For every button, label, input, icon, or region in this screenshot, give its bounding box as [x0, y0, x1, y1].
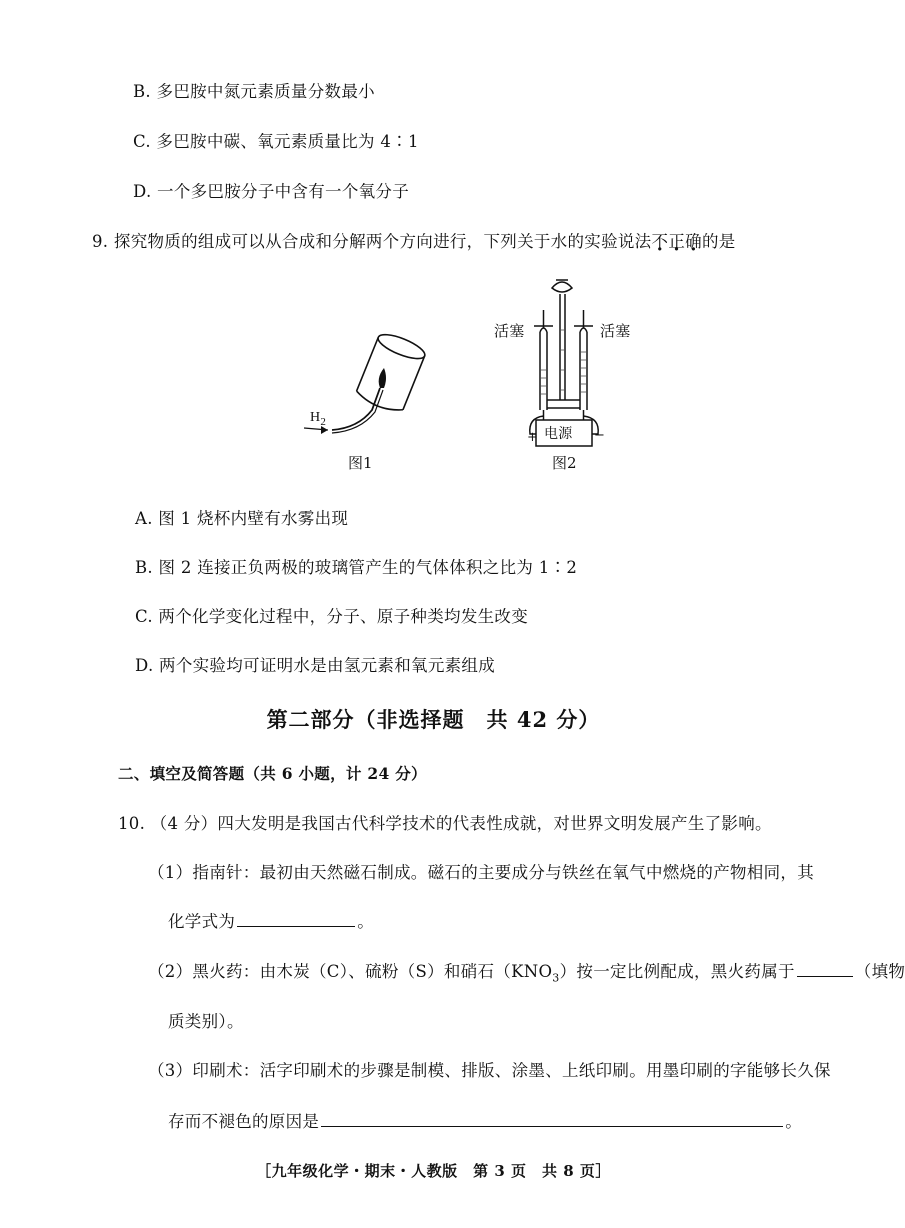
q10-part3-line1: （3）印刷术：活字印刷术的步骤是制模、排版、涂墨、上纸印刷。用墨印刷的字能够长久保 [148, 1061, 831, 1080]
figure-2-caption: 图2 [552, 454, 577, 472]
positive-terminal: + [527, 430, 539, 445]
answer-blank-2[interactable] [797, 975, 853, 977]
page-footer: ［九年级化学・期末・人教版 第 3 页 共 8 页］ [256, 1162, 611, 1180]
emphasis-mark: 正 [668, 232, 686, 251]
q10-part1-line2: 化学式为 。 [168, 912, 375, 931]
answer-blank-3[interactable] [321, 1125, 783, 1127]
q10-stem: 10. （4 分）四大发明是我国古代科学技术的代表性成就，对世界文明发展产生了影响。 [118, 814, 772, 833]
q10-part1-line1: （1）指南针：最初由天然磁石制成。磁石的主要成分与铁丝在氧气中燃烧的产物相同，其 [148, 863, 814, 882]
q8-option-d: D. 一个多巴胺分子中含有一个氧分子 [133, 182, 410, 201]
q10-part2-line1: （2）黑火药：由木炭（C）、硫粉（S）和硝石$(KNO_3)$按一定比例配成，黑火药属于 （填物 [148, 962, 905, 985]
stopcock-left-label: 活塞 [494, 322, 525, 340]
stopcock-right-label: 活塞 [600, 322, 631, 340]
q8-option-b: B. 多巴胺中氮元素质量分数最小 [133, 82, 375, 101]
part-2-title: 第二部分（非选择题 共 42 分） [266, 707, 601, 732]
emphasis-mark: 确 [685, 232, 702, 251]
h2-label: $H_2$ [310, 410, 327, 428]
q10-part3-line2: 存而不褪色的原因是 。 [168, 1112, 803, 1131]
q9-stem: 9. 探究物质的组成可以从合成和分解两个方向进行，下列关于水的实验说法不正确的是 [92, 228, 736, 252]
q9-option-b: B. 图 2 连接正负两极的玻璃管产生的气体体积之比为 1∶2 [135, 558, 578, 577]
q10-part2-line2: 质类别）。 [168, 1012, 244, 1031]
power-source-label: 电源 [544, 426, 573, 442]
section-2-subtitle: 二、填空及简答题（共 6 小题，计 24 分） [118, 764, 427, 783]
emphasis-mark: 不 [651, 232, 669, 251]
q9-option-c: C. 两个化学变化过程中，分子、原子种类均发生改变 [135, 607, 529, 626]
figure-1-caption: 图1 [348, 454, 373, 472]
q8-option-c: C. 多巴胺中碳、氧元素质量比为 4∶1 [133, 132, 419, 151]
q9-option-a: A. 图 1 烧杯内壁有水雾出现 [135, 509, 349, 528]
negative-terminal: − [594, 428, 606, 443]
q9-option-d: D. 两个实验均可证明水是由氢元素和氧元素组成 [135, 656, 496, 675]
answer-blank-1[interactable] [237, 925, 355, 927]
